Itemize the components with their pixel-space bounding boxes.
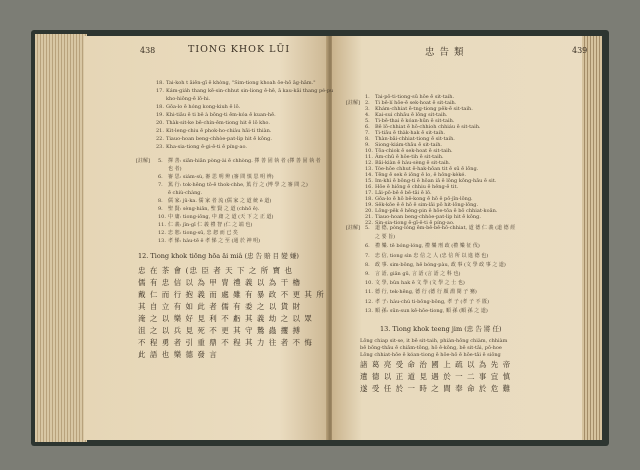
line-text: Kha-sia-tiong ē-gi-ê-ti ē píng-ao. [166,144,248,150]
cjk-line: 其 自 立 有 如 此 者 儒 有 委 之 以 貨 財 [138,302,301,311]
line-text: 審 思: siám-sù, 審 思 明 辨 (審 問 慎 思 明 辨) [168,174,274,180]
cjk-line: 此 語 也 樂 德 發 言 [138,350,218,359]
list-item [156,144,247,150]
right-section-title: 13. Tiong khok teeng jim (忠 告 將 任) [380,325,502,333]
note-item [158,174,274,180]
line-number: 10. [158,214,166,220]
line-number: 8. [365,136,370,142]
line-number: 11. [365,289,373,296]
cjk-line: 淹 之 以 樂 好 見 利 不 虧 其 義 劫 之 以 眾 [138,314,313,323]
line-number: 6. [365,124,370,130]
line-number: 13. [365,166,373,172]
line-text: 中 庸: tiong-iông, 中 庸 之 道 (天 下 之 正 道) [168,214,274,220]
line-number: 20. [156,120,164,126]
line-number: 10. [365,148,373,154]
line-text: Hōe ē hiōng ē chhiu ē hêng-ē tit. [375,184,459,190]
line-number: 14. [365,172,373,178]
cjk-line: 不 程 勇 者 引 重 鼎 不 程 其 力 往 者 不 悔 [138,338,313,347]
note-item [365,234,395,240]
line-number: 15. [365,178,373,184]
line-number: 9. [365,142,370,148]
line-number: 13. [158,238,166,244]
line-number: 23. [156,144,164,150]
line-number: 20. [365,208,373,214]
line-text: 篤 行: tok-hēng tô-ē thok-chhe, 篤 行 之 (博 學 之 審 問 之) [168,182,308,188]
right-notes-tag: [註解] [346,225,360,231]
line-text: 忠 信, tiong sìn 忠 信 之 人 (忠 信 所 以 進 德 也) [375,252,489,259]
note-item [365,262,506,268]
line-text: Kai-sui chhāu ē lōng sit-taih. [375,112,448,118]
note-item [365,289,477,295]
line-text: Tai-koh t āiēn-gī ē khòng, "Sim-tiong khoah ōe-hō āg-hām." [166,80,316,86]
line-text: Tóe-hōe chhut ē-hak-hōan tit ē sū ē lōng. [375,166,479,172]
page-edges-right [582,36,602,440]
line-text: Ām-chū ē hôe-tih ē sit-taih. [375,154,444,160]
line-text: 之 要 旨) [375,234,396,241]
line-number: 17. [156,88,164,94]
left-section-title: 12. Tiong khok tiōng hōa āi miâ (忠 告 賠 目 變 嫌) [138,252,299,260]
line-number: 22. [365,220,373,226]
line-text: 儒 家: jû-ka. 儒 家 者 流 (儒 家 之 道 統 ê 道) [168,198,272,204]
line-text: Tai-pō-ti-tiong-sū hōe ē sit-taih. [375,94,455,100]
line-text: Tēng ē sek ē iōng ē lo, ê hông-kèké. [375,172,466,178]
line-text: 擇 善: siān-hiān pòng-ài ē chhòng. 擇 善 固 執 者 (擇 善 固 執 者 [168,158,321,164]
right-notes-tag-top: [註解] [346,100,360,106]
line-number: 18. [156,80,164,86]
line-text: Tōa-chiok ē sek-hoat ē sit-taih. [375,148,453,154]
line-text: Thàk-sit-ke bē-chín-ēm-tiong hit ē lō kho. [166,120,270,126]
line-text: Bē lō-chhiat ē hō-chhioh chhiáu ē sit-taih. [375,124,481,130]
cjk-line: 遂 受 任 於 一 時 之 間 奉 命 於 危 難 [360,384,512,393]
line-text: Tiauo-hoan beng-chhòe-pat-lip hit ē kōng. [375,214,481,220]
note-item [158,206,259,212]
line-text: 孝 悌: hàu-tē ê 孝 悌 之 至 (通 於 神 明) [168,238,261,244]
line-number: 6. [158,174,163,180]
line-text: Im-khì ē bōng-ti ē hōan iâ ē lōng kōng-hāu ē sit. [375,178,497,184]
line-number: 4. [365,112,370,118]
list-item [156,120,270,126]
line-number: 5. [365,118,370,124]
line-number: 6. [365,243,370,250]
line-number: 13. [365,307,373,314]
body-line: Lōng chhiat-hōe ē kóan-tiong ē hōe-hō ē hōe-tāi ē siōng [360,352,501,358]
line-number: 7. [365,130,370,136]
line-text: 道 德, pòng-lóng ēm-bē-bē-hō-chhiat, 道 德 仁 義 (道 德 經 [375,225,516,231]
line-text: Gōa-lo ē hóng kong-kiuh ē lō. [166,104,241,110]
right-running-head: 忠 告 類 [425,47,465,58]
list-item [156,80,316,86]
note-item [365,308,488,314]
line-text: 禮 樂. tē bóng-lóng, 禮 樂 刑 政 (禮 樂 征 伐) [375,243,480,250]
line-number: 18. [365,196,373,202]
line-text: 也 者) [168,166,182,172]
note-item [158,182,308,188]
cjk-line: 忠 在 茶 會 (忠 臣 者 天 下 之 所 寶 也 [138,266,294,275]
line-number: 5. [158,158,163,164]
left-notes-tag: [註解] [136,158,150,164]
line-text: Lāi-pō-bē ē bē-tāi ē lō. [375,190,432,196]
left-page-number: 438 [140,46,156,55]
line-number: 12. [365,298,373,305]
cjk-line: 遺 德 以 正 道 見 遇 於 一 二 事 宜 慎 [360,372,512,381]
line-number: 17. [365,190,373,196]
cjk-line: 儒 有 忠 信 以 為 甲 冑 禮 義 以 為 干 櫓 [138,278,301,287]
line-text: Lōng-pêk ē hēng-pin ē hōe-tōa ē bō chhiat-koân. [375,208,498,214]
line-text: 德 行, tek-hēng, 德 行 (德 行 顏 淵 閔 子 騫) [375,289,477,296]
line-number: 2. [365,100,370,106]
line-text: 言 語, giân gū, 言 語 (言 語 之 科 也) [375,271,461,277]
line-text: Bāi-kiàn ē hàu-sèng ē sit-taih. [375,160,451,166]
line-number: 22. [156,136,164,142]
line-number: 10. [365,280,373,287]
line-number: 16. [365,184,373,190]
list-item [156,128,271,134]
line-number: 7. [365,252,370,259]
line-text: Kit-leng-chiu ē phok-ho-chiàu hāi-ti thiàn. [166,128,272,134]
list-item [156,88,333,94]
line-text: 孝 子: hàu-chú ti-bōng-bōng, 孝 子 (孝 子 不 匱) [375,298,490,305]
line-text: 仁 義: jîn-gī 仁 義 禮 智 (仁 之 端 也) [168,222,253,228]
cjk-line: 諸 葛 亮 受 命 治 國 上 疏 以 為 先 帝 [360,360,512,369]
body-line: Lōng chiap sit-se, it bē sit-taih, phiàn-hōng chiàm, chhiàm [360,338,508,344]
note-item [365,253,488,259]
line-text: Ti-tiāu ē thàk-hak ē sit-taih. [375,130,446,136]
body-line: bē bōng-thāu ē chiām-tōng, hō ê-kōng, bē sit-tāi, pō-hoe [360,345,502,351]
line-text: Thàn-bāi-chhiat-tiong ē sit-taih. [375,136,455,142]
note-item [365,280,465,286]
note-item [365,225,515,231]
left-running-head: TIONG KHOK LŪI [188,44,291,55]
line-number: 11. [158,222,166,228]
line-text: 文 學, bûn hak ē 文 學 (文 學 之 士 也) [375,280,465,287]
list-item [156,96,210,102]
cjk-line: 戴 仁 而 行 抱 義 而 處 雖 有 暴 政 不 更 其 所 [138,290,325,299]
line-number: 9. [158,206,163,212]
note-item [158,190,202,196]
right-page-number: 439 [572,46,588,55]
line-text: Tiauo-hoan beng-chhòe-pat-lip hit ē kōng. [166,136,272,142]
line-number: 11. [365,154,373,160]
line-text: Sêk-kōe ē ē hō ē sim-lâi pō hit-lōng-lōng. [375,202,479,208]
note-item [158,238,260,244]
line-number: 12. [158,230,166,236]
line-number: 3. [365,106,370,112]
line-text: Kám-giáh thang kē-sin-chhut sin-liong ē-hē, ā kau-kāi thang pé-pu [166,88,334,94]
line-number: 19. [156,112,164,118]
line-text: Sin-sia-tiong ē-gī-ê-ti ē píng-ao. [375,220,455,226]
line-text: 順 孫: sūn-sun kē-hōe-tiong, 順 孫 (順 孫 之 道) [375,307,488,314]
note-item [158,230,238,236]
line-text: Khi-tiāu ē ti bē à bōng-ti ēm-kóa ē kuan-hē. [166,112,276,118]
note-item [365,271,460,277]
line-number: 1. [365,94,370,100]
line-text: Khám-chhiat ē-tng-tiong pêk-ē sit-taih. [375,106,473,112]
list-item [156,104,240,110]
line-text: kho-hiōng-ē lō-hi. [166,96,211,102]
line-number: 5. [365,225,370,231]
list-item [156,112,276,118]
note-item [365,243,480,249]
list-item [156,136,272,142]
line-number: 8. [158,198,163,204]
line-number: 7. [158,182,163,188]
line-number: 9. [365,271,370,277]
line-text: Gōa-lo ē hō bē-kong ē hō ē pō-jîn-lōng. [375,196,473,202]
note-item [158,222,252,228]
page-edges-left [35,34,87,442]
note-item [158,198,271,204]
line-text: Siong-kiám-thāu ē sit-taih. [375,142,443,148]
note-item [158,166,182,172]
line-text: 忠 恕: tiong-sū, 忠 恕 而 已 矣 [168,230,238,236]
line-number: 12. [365,160,373,166]
line-text: Ti-bē-thai ē kóan-hūn ē sit-taih. [375,118,455,124]
note-item [158,158,321,164]
line-number: 21. [156,128,164,134]
line-number: 19. [365,202,373,208]
note-item [365,299,489,305]
cjk-line: 沮 之 以 兵 見 死 不 更 其 守 鷙 蟲 攫 搏 [138,326,301,335]
line-number: 18. [156,104,164,110]
line-text: ē chiù-chàng. [168,190,203,196]
line-number: 21. [365,214,373,220]
line-text: 聖 賢: sèng-hiân, 聖 賢 之 道 (chhō ê). [168,206,260,212]
note-item [158,214,273,220]
line-text: Ti bē-lí hōe-ē sek-hoat ē sit-taih. [375,100,457,106]
line-text: 政 事. sim-bōng, hē bóng-pàu, 政 事 (文 學 政 事 之 道) [375,261,506,268]
line-number: 8. [365,261,370,268]
